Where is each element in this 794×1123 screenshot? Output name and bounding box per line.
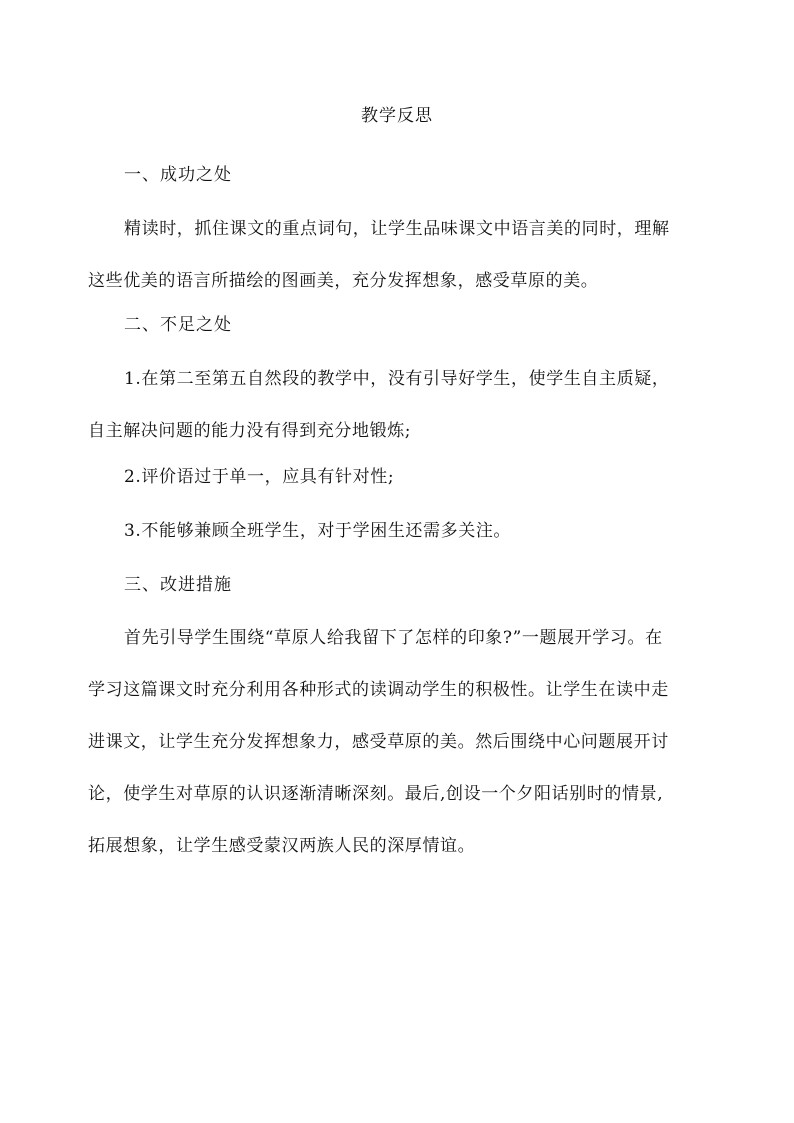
section-heading-success: 一、成功之处	[124, 165, 232, 185]
paragraph-line: 自主解决问题的能力没有得到充分地锻炼;	[88, 421, 412, 441]
section-heading-improvements: 三、改进措施	[124, 575, 232, 595]
section-heading-shortcomings: 二、不足之处	[124, 315, 232, 335]
paragraph-line: 精读时，抓住课文的重点词句，让学生品味课文中语言美的同时，理解	[124, 219, 670, 239]
paragraph-success	[88, 203, 718, 307]
paragraph-line: 论，使学生对草原的认识逐渐清晰深刻。最后,创设一个夕阳话别时的情景,	[88, 784, 664, 804]
paragraph-line: 3.不能够兼顾全班学生，对于学困生还需多关注。	[124, 521, 512, 541]
list-item-shortcoming-1	[88, 353, 718, 457]
paragraph-line: 进课文，让学生充分发挥想象力，感受草原的美。然后围绕中心问题展开讨	[88, 732, 669, 752]
paragraph-line: 2.评价语过于单一，应具有针对性;	[124, 467, 395, 487]
list-item-shortcoming-2	[88, 451, 718, 503]
paragraph-line: 首先引导学生围绕“草原人给我留下了怎样的印象?”一题展开学习。在	[124, 628, 663, 648]
paragraph-improvements	[88, 612, 718, 872]
paragraph-line: 这些优美的语言所描绘的图画美，充分发挥想象，感受草原的美。	[88, 271, 599, 291]
list-item-shortcoming-3	[88, 505, 718, 557]
page-title: 教学反思	[361, 106, 433, 126]
paragraph-line: 1.在第二至第五自然段的教学中，没有引导好学生，使学生自主质疑，	[124, 369, 670, 389]
paragraph-line: 拓展想象，让学生感受蒙汉两族人民的深厚情谊。	[88, 836, 476, 856]
paragraph-line: 学习这篇课文时充分利用各种形式的读调动学生的积极性。让学生在读中走	[88, 680, 669, 700]
